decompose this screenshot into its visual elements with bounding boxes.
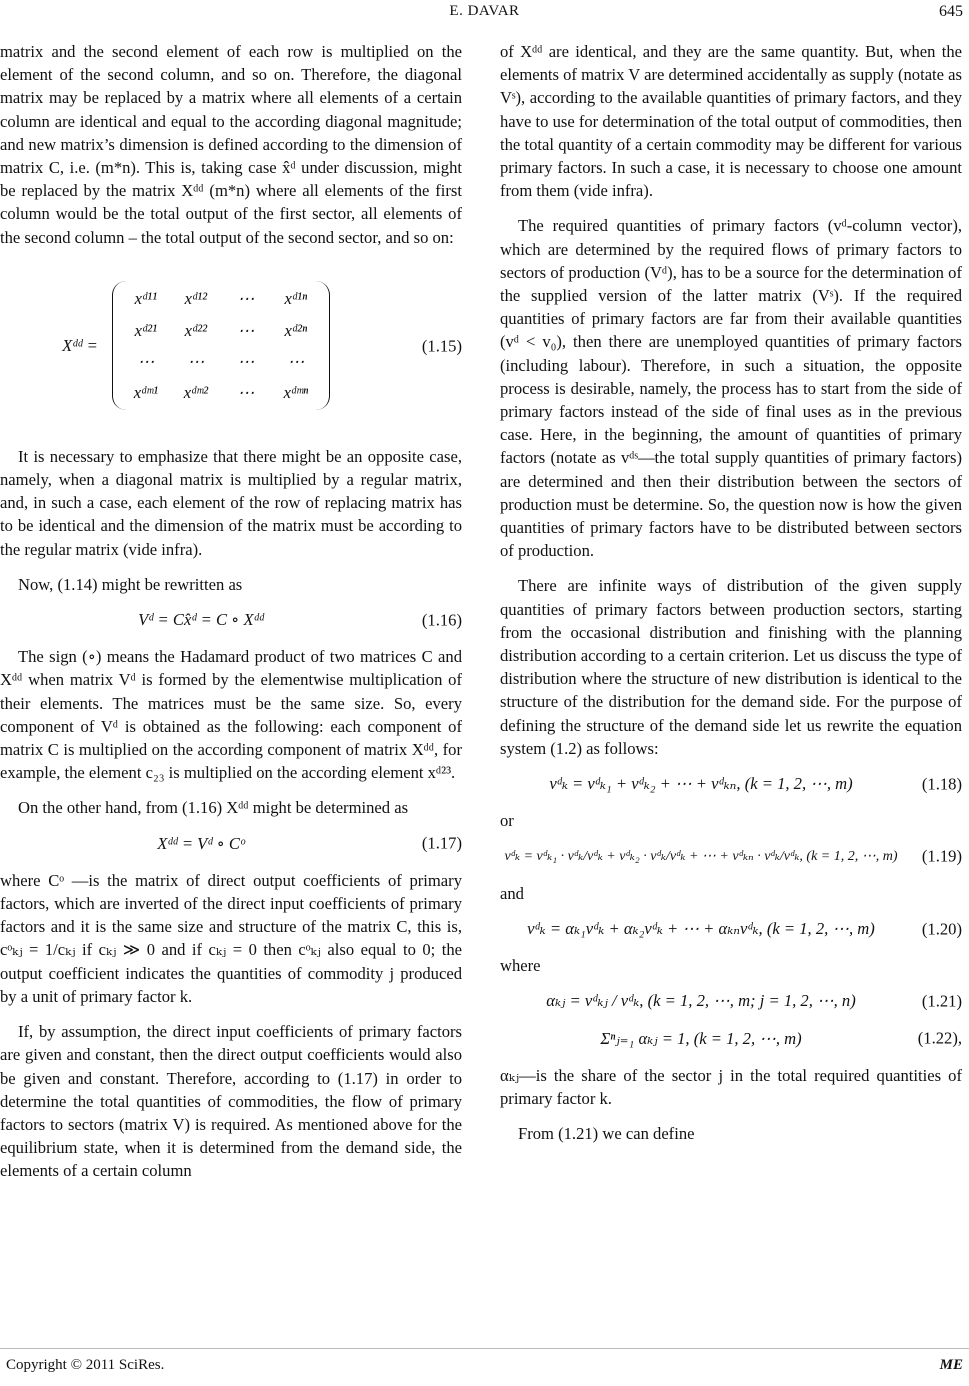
matrix-cell: xᵈ¹ⁿ: [284, 289, 308, 309]
matrix-cell: ⋯: [187, 351, 205, 371]
left-paragraph-6: where Cᵒ —is the matrix of direct output coefficients of primary factors, which are inverted of the direct input coefficients of primary factors and it is the same size and structure of the matrix C, this is, cᵒₖⱼ = 1/cₖⱼ if cₖⱼ ≫ 0 and if cₖⱼ = 0 then cᵒₖⱼ also equal to 0; the output coefficient indicates the quantities of commodity j produced by a unit of primary factor k.: [0, 870, 462, 1006]
equation-1-16: [0, 608, 462, 631]
matrix-cell: xᵈ²²: [184, 320, 208, 340]
left-paragraph-5: On the other hand, from (1.16) Xᵈᵈ might be determined as: [18, 798, 409, 818]
running-head-author: E. DAVAR: [449, 3, 520, 19]
left-paragraph-4: The sign (∘) means the Hadamard product of two matrices C and Xᵈᵈ when matrix Vᵈ is formed by the elementwise multiplication of their elements. The matrices must be the same size. So, every component of Vᵈ is obtained as the following: each component of matrix C is multiplied on the according component of matrix Xᵈᵈ, for example, the element c₂₃ is multiplied on the according element xᵈ²³.: [0, 647, 462, 783]
right-paragraph-1: of Xᵈᵈ are identical, and they are the same quantity. But, when the elements of matrix V are determined accidentally as supply (notate as Vˢ), according to the available quantities of primary factors, and they have to use for determination of the total output of commodities, then the total quantity of a certain commodity may be different for various primary factors. In such a case, it is necessary to choose one amount from them (vide infra).: [500, 42, 963, 201]
left-paragraph-2: It is necessary to emphasize that there might be an opposite case, namely, when a diagonal matrix is multiplied by a regular matrix, and, in such a case, each element of the row of replacing matrix has to be identical and the dimension of the matrix must be according to the regular matrix (vide infra).: [0, 446, 462, 559]
equation-1-15-lhs: Xᵈᵈ =: [62, 336, 98, 356]
equation-number: (1.19): [921, 846, 962, 866]
right-or-text: or: [500, 811, 514, 831]
page-number: 645: [939, 3, 963, 20]
equation-1-21: [500, 989, 962, 1012]
right-where-text: where: [500, 956, 541, 976]
matrix-cell: xᵈᵐⁿ: [283, 383, 309, 403]
equation-1-17-body: Xᵈᵈ = Vᵈ ∘ Cᵒ: [157, 833, 245, 853]
equation-1-19-body: vᵈₖ = vᵈₖ₁ · vᵈₖ/vᵈₖ + vᵈₖ₂ · vᵈₖ/vᵈₖ + ⋯ + vᵈₖₙ · vᵈₖ/vᵈₖ, (k = 1, 2, ⋯, m): [504, 848, 898, 864]
equation-1-17: [0, 832, 462, 855]
right-paragraph-5: From (1.21) we can define: [518, 1124, 695, 1144]
matrix-cell: xᵈᵐ¹: [133, 383, 159, 403]
equation-1-15: [0, 261, 462, 431]
matrix-cell: xᵈ²¹: [134, 320, 158, 340]
right-paragraph-4: αₖⱼ—is the share of the sector j in the total required quantities of primary factor k.: [500, 1065, 962, 1108]
matrix-cell: ⋯: [237, 320, 255, 340]
right-column: [500, 40, 962, 1157]
equation-number: (1.16): [421, 610, 462, 630]
equation-number: (1.21): [921, 991, 962, 1011]
footer-copyright: Copyright © 2011 SciRes.: [6, 1357, 165, 1373]
equation-1-19: [500, 845, 962, 868]
matrix-xdd: [112, 281, 330, 410]
equation-number: (1.20): [921, 918, 962, 938]
matrix-cell: xᵈ¹¹: [134, 289, 158, 309]
equation-1-18: [500, 772, 962, 795]
equation-1-22-body: Σⁿⱼ₌₁ αₖⱼ = 1, (k = 1, 2, ⋯, m): [600, 1028, 802, 1048]
right-paragraph-3: There are infinite ways of distribution of the given supply quantities of primary factors between production sectors, starting from the occasional distribution and finishing with the planning distribution according to a certain criterion. Let us discuss the type of distribution where the structure of new distribution is identical to the structure of the distribution for the demand side. For the purpose of defining the structure of the demand side let us rewrite the equation system (1.2) as follows:: [500, 576, 962, 758]
right-paragraph-2: The required quantities of primary factors (vᵈ-column vector), which are determined by the required flows of primary factors to sectors of production (Vᵈ), has to be a source for the determination of the supplied version of the latter matrix (Vˢ). If the required quantities of primary factors are far from their available quantities (vᵈ < v₀), then there are unemployed quantities of primary factors (including labour). Therefore, in such a situation, the opposite process is desirable, namely, the process has to start from the side of primary factors instead of the side of final uses as in the previous case. Here, in the beginning, the amount of quantities of primary factors (notate as vᵈˢ—the total supply quantities of primary factors) are determined and then their distribution between the sectors of production must be determine. So, the question now is how the given quantities of primary factors have to be distributed between sectors of production.: [500, 216, 962, 561]
equation-number: (1.17): [421, 833, 462, 853]
equation-1-20: [500, 917, 962, 940]
matrix-cell: ⋯: [237, 289, 255, 309]
footer-rule: [0, 1348, 969, 1349]
equation-number: (1.18): [921, 774, 962, 794]
equation-number: (1.15): [421, 336, 462, 356]
matrix-cell: ⋯: [137, 351, 155, 371]
matrix-cell: ⋯: [287, 351, 305, 371]
left-paragraph-3: Now, (1.14) might be rewritten as: [18, 574, 243, 594]
left-paragraph-7: If, by assumption, the direct input coefficients of primary factors are given and constant, then the direct output coefficients would also be given and constant. Therefore, according to (1.17) in order to determine the total quantities of commodities, the flow of primary factors to sectors (matrix V) is required. As mentioned above for the equilibrium state, when it is determined from the demand side, the elements of a certain column: [0, 1022, 462, 1181]
matrix-cell: xᵈᵐ²: [183, 383, 209, 403]
left-column: [0, 40, 462, 1195]
equation-1-20-body: vᵈₖ = αₖ₁vᵈₖ + αₖ₂vᵈₖ + ⋯ + αₖₙvᵈₖ, (k = 1, 2, ⋯, m): [527, 918, 875, 938]
matrix-cell: ⋯: [237, 351, 255, 371]
left-paragraph-1: matrix and the second element of each row is multiplied on the element of the second column, and so on. Therefore, the diagonal matrix may be replaced by a matrix where all elements of a certain column are identical and equal to the according diagonal magnitude; and new matrix’s dimension is defined according to the dimension of matrix C, i.e. (m*n). This is, taking case x̂ᵈ under discussion, might be replaced by the matrix Xᵈᵈ (m*n) where all elements of the first column would be the total output of the first sector, all elements of the second column – the total output of the second sector, and so on:: [0, 42, 462, 247]
footer-journal: ME: [939, 1357, 963, 1373]
matrix-cell: ⋯: [237, 383, 255, 403]
equation-1-16-body: Vᵈ = Cx̂ᵈ = C ∘ Xᵈᵈ: [138, 610, 264, 630]
equation-1-22: [500, 1027, 962, 1050]
equation-1-18-body: vᵈₖ = vᵈₖ₁ + vᵈₖ₂ + ⋯ + vᵈₖₙ, (k = 1, 2, ⋯, m): [549, 774, 853, 794]
matrix-cell: xᵈ¹²: [184, 289, 208, 309]
right-and-text: and: [500, 883, 524, 903]
equation-number: (1.22),: [917, 1028, 962, 1048]
matrix-cell: xᵈ²ⁿ: [284, 320, 308, 340]
equation-1-21-body: αₖⱼ = vᵈₖⱼ / vᵈₖ, (k = 1, 2, ⋯, m; j = 1, 2, ⋯, n): [546, 991, 856, 1011]
